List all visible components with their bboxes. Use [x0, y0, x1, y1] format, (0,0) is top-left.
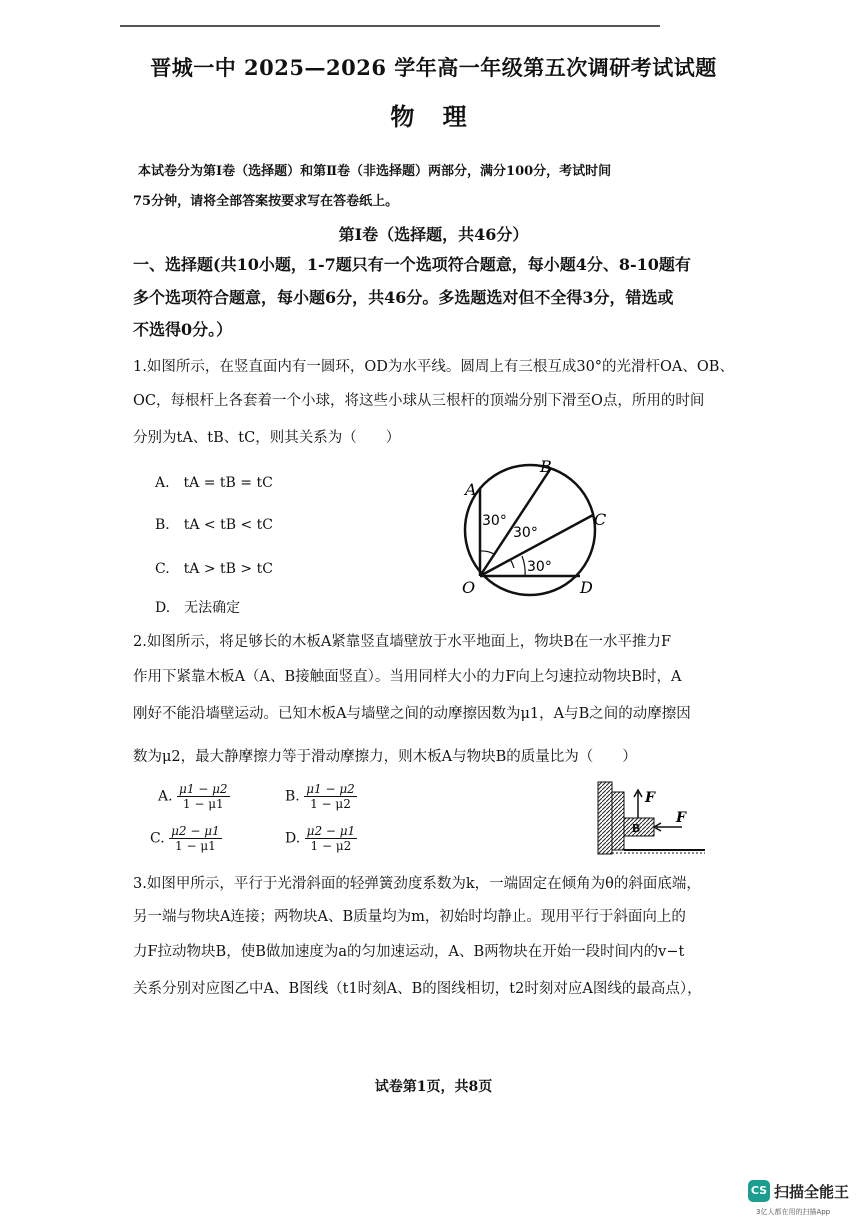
q1-option-c: C. tA > tB > tC [155, 561, 273, 577]
camscanner-name: 扫描全能王 [774, 1183, 850, 1201]
instruction-line-2: 多个选项符合题意，每小题6分，共46分。多选题选对但不全得3分，错选或 [133, 288, 674, 307]
q2-option-b-num: μ1 − μ2 [306, 782, 355, 796]
q1-line-2: OC，每根杆上各套着一个小球，将这些小球从三根杆的顶端分别下滑至O点，所用的时间 [133, 393, 705, 409]
instruction-line-3: 不选得0分。） [133, 320, 233, 339]
top-rule [120, 25, 660, 27]
page-footer: 试卷第1页，共8页 [374, 1079, 493, 1095]
subject-title: 物 理 [390, 102, 477, 131]
q2-option-b-den: 1 − μ2 [310, 797, 351, 811]
angle-arc-3 [522, 556, 525, 576]
q3-line-2: 另一端与物块A连接；两物块A、B质量均为m，初始时均静止。现用平行于斜面向上的 [133, 909, 686, 925]
board-a [612, 792, 624, 850]
q2-option-a-den: 1 − μ1 [182, 797, 224, 811]
camscanner-logo-icon: CS [748, 1180, 770, 1202]
angle-label-1: 30° [482, 513, 507, 529]
q2-option-d-fraction [305, 824, 358, 853]
q1-option-a: A. tA = tB = tC [155, 475, 273, 491]
q2-option-c-num: μ2 − μ1 [171, 824, 220, 838]
camscanner-tagline: 3亿人都在用的扫描App [756, 1208, 831, 1216]
q2-option-d-label: D. [285, 830, 301, 847]
label-o: O [462, 578, 476, 597]
label-d: D [580, 578, 593, 597]
q2-option-a-num: μ1 − μ2 [179, 782, 228, 796]
q2-line-2: 作用下紧靠木板A（A、B接触面竖直）。当用同样大小的力F向上匀速拉动物块B时，A [133, 669, 682, 685]
angle-arc-2 [510, 559, 514, 568]
q3-line-1: 3.如图甲所示，平行于光滑斜面的轻弹簧劲度系数为k，一端固定在倾角为θ的斜面底端， [133, 876, 701, 892]
q3-line-3: 力F拉动物块B，使B做加速度为a的匀加速运动，A、B两物块在开始一段时间内的v−t [133, 944, 685, 960]
q2-option-c-label: C. [150, 830, 165, 847]
q1-line-3: 分别为tA、tB、tC，则其关系为（ ） [133, 430, 401, 446]
q1-option-d: D. 无法确定 [155, 600, 241, 616]
q2-option-a-fraction [177, 782, 230, 811]
q2-wall-figure [590, 778, 710, 858]
section-title: 第Ⅰ卷（选择题，共46分） [338, 225, 529, 244]
label-f-left: F [676, 810, 686, 826]
q1-circle-figure [450, 455, 620, 605]
intro-line-2: 75分钟，请将全部答案按要求写在答卷纸上。 [133, 194, 399, 209]
q2-option-b-label: B. [285, 788, 300, 805]
label-f-up: F [645, 790, 655, 806]
q2-option-c-fraction [169, 824, 222, 853]
q2-option-c-den: 1 − μ1 [175, 839, 216, 853]
label-b: B [540, 457, 552, 476]
label-c: C [594, 510, 607, 529]
angle-label-3: 30° [527, 559, 552, 575]
q2-option-d-num: μ2 − μ1 [306, 824, 356, 838]
q2-option-d [285, 824, 357, 853]
angle-arc-1 [480, 551, 494, 554]
angle-label-2: 30° [513, 525, 538, 541]
q2-option-a-label: A. [158, 788, 173, 805]
q2-option-b [285, 782, 357, 811]
wall [598, 782, 612, 854]
intro-line-1: 本试卷分为第Ⅰ卷（选择题）和第Ⅱ卷（非选择题）两部分，满分100分，考试时间 [138, 164, 612, 179]
q2-line-1: 2.如图所示，将足够长的木板A紧靠竖直墙壁放于水平地面上，物块B在一水平推力F [133, 634, 672, 650]
label-a: A [465, 480, 477, 499]
label-b-block: B [632, 822, 641, 835]
q2-option-a [158, 782, 230, 811]
q2-option-d-den: 1 − μ2 [310, 839, 352, 853]
q2-line-3: 刚好不能沿墙壁运动。已知木板A与墙壁之间的动摩擦因数为μ1，A与B之间的动摩擦因 [133, 706, 691, 722]
q2-option-c [150, 824, 222, 853]
q1-option-b: B. tA < tB < tC [155, 517, 273, 533]
exam-title: 晋城一中 2025—2026 学年高一年级第五次调研考试试题 [150, 55, 717, 80]
instruction-line-1: 一、选择题(共10小题，1-7题只有一个选项符合题意，每小题4分、8-10题有 [133, 255, 691, 274]
q3-line-4: 关系分别对应图乙中A、B图线（t1时刻A、B的图线相切，t2时刻对应A图线的最高点）， [133, 981, 702, 997]
q1-line-1: 1.如图所示，在竖直面内有一圆环，OD为水平线。圆周上有三根互成30°的光滑杆OA、OB、 [133, 359, 734, 375]
q2-line-4: 数为μ2，最大静摩擦力等于滑动摩擦力，则木板A与物块B的质量比为（ ） [133, 749, 637, 765]
q2-option-b-fraction [304, 782, 357, 811]
